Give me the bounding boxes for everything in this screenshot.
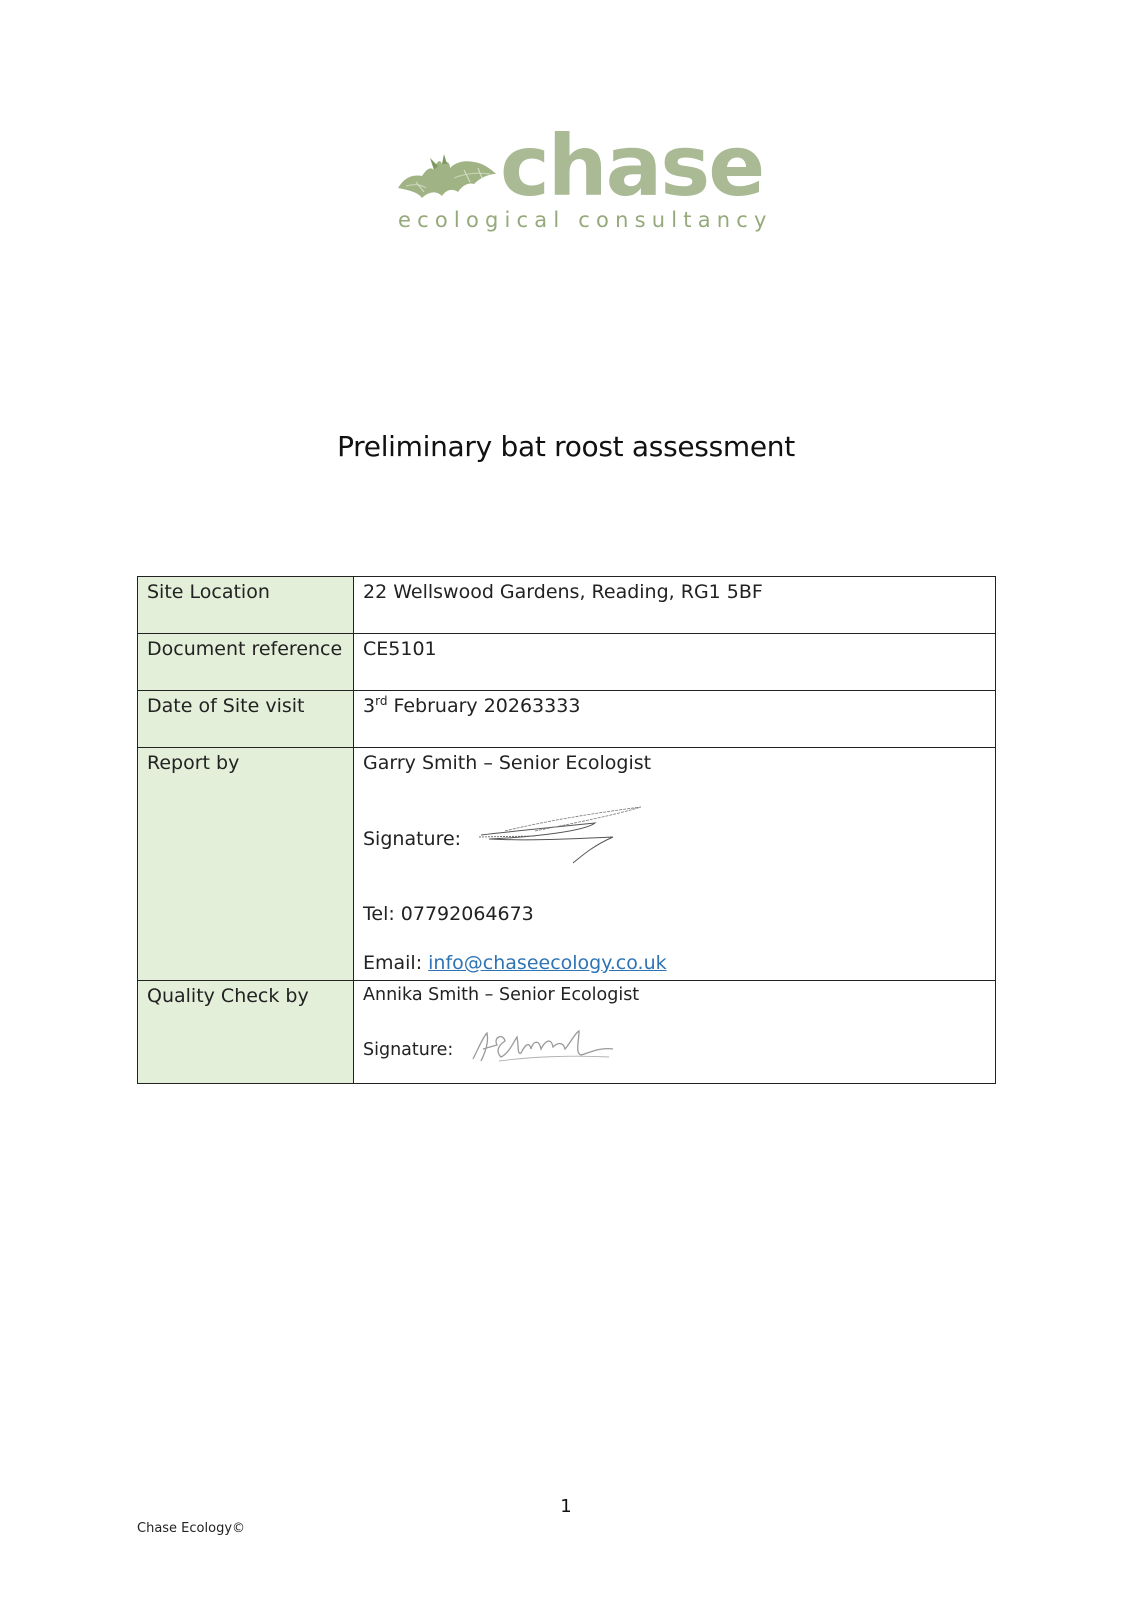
quality-check-by-label: Quality Check by <box>138 981 354 1084</box>
email-link[interactable]: info@chaseecology.co.uk <box>428 952 667 974</box>
quality-check-signature-row <box>363 1027 986 1072</box>
report-by-telephone: Tel: 07792064673 <box>363 903 534 925</box>
table-row-site-location <box>138 577 996 634</box>
document-reference-label: Document reference <box>138 634 354 691</box>
date-ordinal-suffix: rd <box>375 694 388 708</box>
report-by-email-label: Email: <box>363 952 429 974</box>
table-row-report-by <box>138 748 996 981</box>
report-by-signature-image <box>475 801 645 876</box>
report-by-name: Garry Smith – Senior Ecologist <box>363 752 652 774</box>
report-by-signature-label: Signature: <box>363 827 462 850</box>
bat-icon <box>394 148 498 208</box>
date-rest: February 20263333 <box>387 695 581 717</box>
quality-check-signature-image <box>469 1027 619 1072</box>
table-row-document-reference <box>138 634 996 691</box>
report-by-signature-row <box>363 801 986 876</box>
date-of-site-visit-label: Date of Site visit <box>138 691 354 748</box>
quality-check-by-value <box>354 981 996 1084</box>
report-by-value <box>354 748 996 981</box>
page-title: Preliminary bat roost assessment <box>337 430 795 463</box>
footer-copyright: Chase Ecology© <box>137 1521 246 1536</box>
site-location-value: 22 Wellswood Gardens, Reading, RG1 5BF <box>354 577 996 634</box>
assessment-details-table <box>137 576 996 1084</box>
logo-wordmark: chase <box>500 117 764 215</box>
table-row-quality-check-by <box>138 981 996 1084</box>
document-reference-value: CE5101 <box>354 634 996 691</box>
date-day: 3 <box>363 695 376 717</box>
site-location-label: Site Location <box>138 577 354 634</box>
table-row-date-of-site-visit <box>138 691 996 748</box>
quality-check-by-name: Annika Smith – Senior Ecologist <box>363 985 640 1005</box>
chase-logo <box>396 117 773 238</box>
page-number: 1 <box>560 1496 572 1517</box>
report-by-email-row <box>363 952 986 974</box>
quality-check-signature-label: Signature: <box>363 1039 454 1060</box>
report-by-label: Report by <box>138 748 354 981</box>
logo-tagline: ecological consultancy <box>398 208 773 232</box>
date-of-site-visit-value <box>354 691 996 748</box>
